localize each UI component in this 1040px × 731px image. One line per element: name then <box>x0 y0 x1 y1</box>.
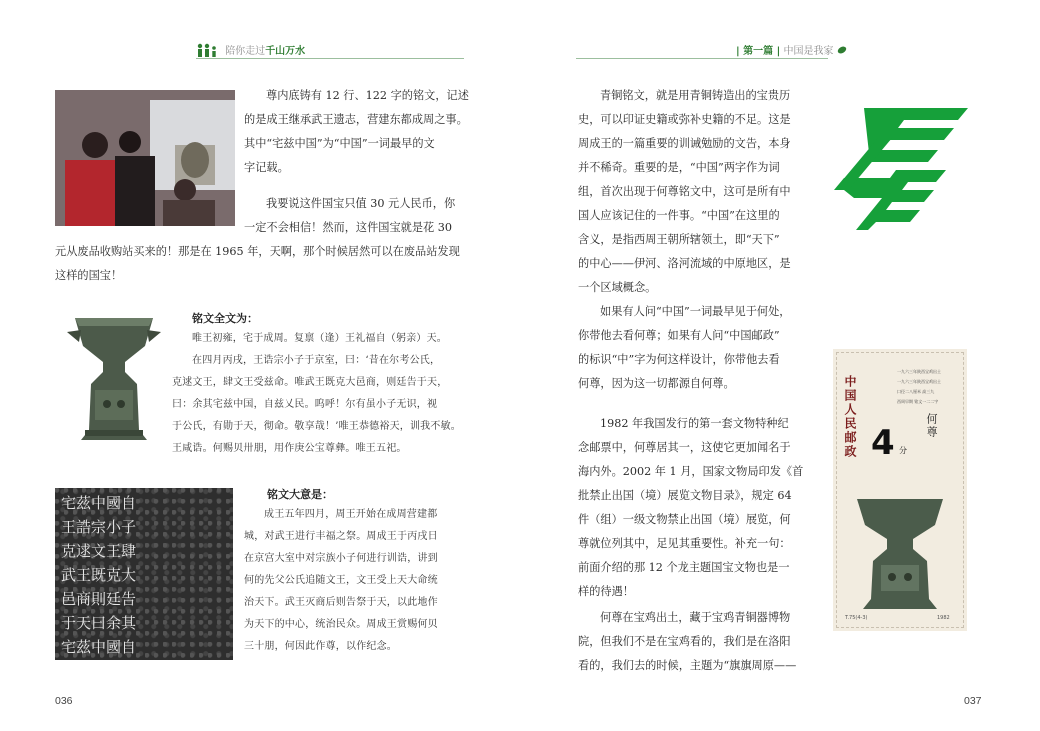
right-para2-line2: 你带他去看何尊；如果有人问“中国邮政” <box>578 329 780 342</box>
right-header <box>736 42 856 58</box>
inscription-line6: 王咸诰。何赐贝卅朋，用作庚公宝尊彝。唯王五祀。 <box>172 443 407 454</box>
stamp-denomination: 4 <box>871 423 895 463</box>
inscription-line1: 唯王初雍，宅于成周。复禀（逢）王礼福自（躬亲）天。 <box>192 333 447 344</box>
right-para1-line2: 史，可以印证史籍或弥补史籍的不足。这是 <box>578 113 791 126</box>
svg-text:王誥宗小子: 王誥宗小子 <box>61 518 137 536</box>
right-para3-line2: 念邮票中，何尊居其一，这使它更加闻名于 <box>578 441 791 454</box>
right-para1-line8: 的中心——伊河、洛河流域的中原地区，是 <box>578 257 791 270</box>
he-zun-vessel-image <box>55 312 173 446</box>
stamp-code: T.75(4-3) <box>845 615 868 621</box>
svg-text:西周早期 铭文一二二字: 西周早期 铭文一二二字 <box>897 399 939 404</box>
right-para4-line2: 院，但我们不是在宝鸡看的，我们是在洛阳 <box>578 635 791 648</box>
header-left-prefix: 陪你走过 <box>225 46 266 57</box>
stamp-year: 1982 <box>937 615 950 621</box>
page-number-right: 037 <box>964 695 982 707</box>
right-para3-line7: 前面介绍的那 12 个龙主题国宝文物也是一 <box>578 561 790 574</box>
right-para2-line3: 的标识“中”字为何这样设计，你带他去看 <box>578 353 780 366</box>
right-para3 <box>578 412 818 604</box>
meaning-text <box>244 504 466 658</box>
inscription-text <box>172 328 467 460</box>
right-para1 <box>578 84 808 300</box>
page-number-left: 036 <box>55 695 73 707</box>
meaning-line3: 在京宫大室中对宗族小子何进行训诰，讲到 <box>244 553 438 564</box>
stamp-name: 何尊 <box>925 413 938 439</box>
meaning-line4: 何的先父公氏追随文王，文王受上天大命统 <box>244 575 438 586</box>
right-para1-line1: 青铜铭文，就是用青铜铸造出的宝贵历 <box>600 89 791 102</box>
left-para1-line4: 字记载。 <box>244 161 289 174</box>
svg-text:一九六三年陕西宝鸡出土: 一九六三年陕西宝鸡出土 <box>897 369 941 374</box>
left-para1-line3: 其中“宅兹中国”为“中国”一词最早的文 <box>244 137 435 150</box>
svg-text:于天曰余其: 于天曰余其 <box>61 614 137 632</box>
left-header <box>196 42 356 58</box>
meaning-line1: 成王五年四月，周王开始在成周营建都 <box>264 509 438 520</box>
right-para1-line6: 国人应该记住的一件事。“中国”在这里的 <box>578 209 780 222</box>
left-para2 <box>55 192 465 288</box>
svg-text:一九六三年陕西宝鸡出土: 一九六三年陕西宝鸡出土 <box>897 379 941 384</box>
right-para1-line5: 组，首次出现于何尊铭文中，这可是所有中 <box>578 185 791 198</box>
people-icon <box>196 43 218 60</box>
left-para2-line4: 这样的国宝！ <box>55 269 123 282</box>
right-para3-line5: 件（组）一级文物禁止出国（境）展览，何 <box>578 513 791 526</box>
left-para1-line2: 的是成王继承武王遗志，营建东都成周之事。 <box>244 113 468 126</box>
inscription-line4: 曰：余其宅兹中国，自兹乂民。呜呼！尔有虽小子无识，视 <box>172 399 438 410</box>
meaning-line6: 为天下的中心，统治民众。周成王赏赐何贝 <box>244 619 438 630</box>
right-para1-line4: 并不稀奇。重要的是，“中国”两字作为词 <box>578 161 780 174</box>
right-para1-line3: 周成王的一篇重要的训诫勉励的文告，本身 <box>578 137 791 150</box>
header-rule-left <box>196 58 464 59</box>
svg-text:宅茲中國自: 宅茲中國自 <box>61 638 137 656</box>
right-para3-line8: 样的待遇！ <box>578 585 634 598</box>
inscription-line2: 在四月丙戌，王诰宗小子于京室，曰：‘昔在尔考公氏， <box>192 355 441 366</box>
inscription-line5: 于公氏，有勋于天，彻命。敬享哉！’唯王恭德裕天，训我不敏。 <box>172 421 461 432</box>
header-right-title: 中国是我家 <box>783 46 834 57</box>
svg-text:邑商則廷告: 邑商則廷告 <box>61 590 137 608</box>
leaf-icon <box>837 45 847 58</box>
meaning-line5: 治天下。武王灭商后则告祭于天，以此地作 <box>244 597 438 608</box>
right-para4-line3: 看的，我们去的时候，主题为“旗旗周原—— <box>578 659 797 672</box>
inscription-heading: 铭文全文为： <box>192 312 258 325</box>
svg-text:武王既克大: 武王既克大 <box>61 566 137 584</box>
right-para1-line9: 一个区域概念。 <box>578 281 657 294</box>
right-para2-line1: 如果有人问“中国”一词最早见于何处， <box>600 305 791 318</box>
header-left-emph: 千山万水 <box>265 46 306 57</box>
right-para1-line7: 含义，是指西周王朝所辖领土，即“天下” <box>578 233 780 246</box>
left-para1 <box>244 84 469 180</box>
left-para2-line1: 我要说这件国宝只值 30 元人民币，你 <box>266 197 456 210</box>
left-para2-line3: 元从废品收购站买来的！那是在 1965 年，天啊，那个时候居然可以在废品站发现 <box>55 245 460 258</box>
stamp-unit: 分 <box>899 446 907 455</box>
svg-text:克逑文王肆: 克逑文王肆 <box>61 542 137 560</box>
right-para4-line1: 何尊在宝鸡出土，藏于宝鸡青铜器博物 <box>600 611 791 624</box>
right-para2 <box>578 300 818 396</box>
left-para1-line1: 尊内底铸有 12 行、122 字的铭文，记述 <box>266 89 469 102</box>
svg-text:宅茲中國自: 宅茲中國自 <box>61 494 137 512</box>
left-para2-line2: 一定不会相信！然而，这件国宝就是花 30 <box>244 221 452 234</box>
header-rule-right <box>576 58 828 59</box>
right-para4 <box>578 606 818 678</box>
right-para3-line6: 尊就位列其中，足见其重要性。补充一句： <box>578 537 791 550</box>
meaning-line7: 三十朋，何因此作尊，以作纪念。 <box>244 641 397 652</box>
meaning-line2: 城，对武王进行丰福之祭。周成王于丙戌日 <box>244 531 438 542</box>
meaning-heading: 铭文大意是： <box>267 488 333 501</box>
header-right-part: | 第一篇 | <box>736 46 781 57</box>
inscription-rubbing-image <box>55 488 233 660</box>
right-para2-line4: 何尊，因为这一切都源自何尊。 <box>578 377 735 390</box>
svg-text:口径二八厘米 高三九: 口径二八厘米 高三九 <box>897 389 935 394</box>
right-para3-line4: 批禁止出国（境）展览文物目录》，规定 64 <box>578 489 792 502</box>
inscription-line3: 克逑文王，肆文王受兹命。唯武王既克大邑商，则廷告于天， <box>172 377 448 388</box>
right-para3-line1: 1982 年我国发行的第一套文物特种纪 <box>600 417 789 430</box>
he-zun-stamp <box>836 352 964 628</box>
stamp-country: 中国人民邮政 <box>843 375 857 459</box>
china-post-logo <box>834 108 968 230</box>
right-para3-line3: 海内外。2002 年 1 月，国家文物局印发《首 <box>578 465 804 478</box>
